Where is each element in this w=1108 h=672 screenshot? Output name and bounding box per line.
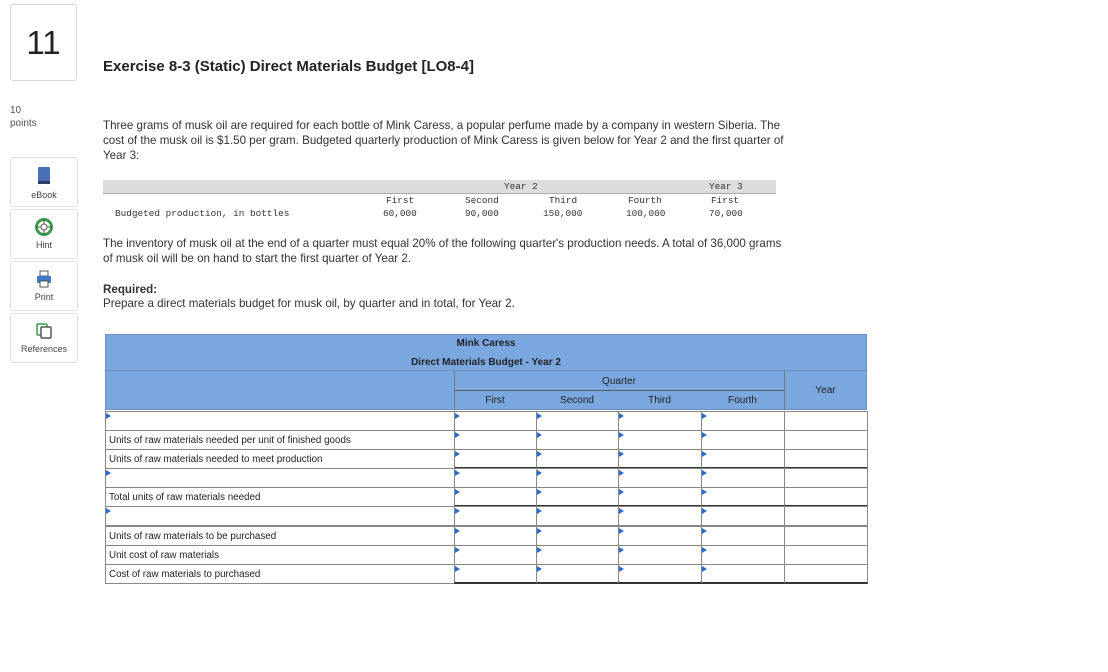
input-marker-icon xyxy=(702,508,707,514)
quarter-input[interactable] xyxy=(618,411,702,431)
input-marker-icon xyxy=(619,451,624,457)
quarter-input[interactable] xyxy=(536,487,619,507)
quarter-underline xyxy=(454,390,784,391)
quarter-input[interactable] xyxy=(701,564,785,584)
row-label: Units of raw materials to be purchased xyxy=(109,531,277,542)
quarter-input[interactable] xyxy=(454,506,537,526)
input-marker-icon xyxy=(537,566,542,572)
quarter-input[interactable] xyxy=(701,526,785,546)
production-row-label: Budgeted production, in bottles xyxy=(115,208,290,219)
row-label-input[interactable] xyxy=(105,411,455,431)
row-label-input[interactable] xyxy=(105,468,455,488)
production-value: 150,000 xyxy=(543,208,583,219)
intro-line: Year 3: xyxy=(103,149,140,162)
year-total-input[interactable] xyxy=(784,506,868,526)
quarter-input[interactable] xyxy=(618,506,702,526)
row-label-cell xyxy=(105,526,455,546)
quarter-input[interactable] xyxy=(618,545,702,565)
production-col-label: Second xyxy=(465,195,499,206)
quarter-input[interactable] xyxy=(618,449,702,469)
intro-line: cost of the musk oil is $1.50 per gram. Budgeted quarterly production of Mink Caress is given below for Year 2 and the first quarter of xyxy=(103,134,784,147)
production-col-label: Third xyxy=(549,195,578,206)
quarter-input[interactable] xyxy=(618,468,702,488)
year3-label: Year 3 xyxy=(709,181,743,192)
required-section xyxy=(103,283,515,311)
input-marker-icon xyxy=(619,566,624,572)
quarter-input[interactable] xyxy=(701,545,785,565)
quarter-input[interactable] xyxy=(536,468,619,488)
input-marker-icon xyxy=(537,470,542,476)
lifebuoy-icon xyxy=(35,218,53,236)
row-label: Unit cost of raw materials xyxy=(109,550,219,561)
inventory-line: The inventory of musk oil at the end of a quarter must equal 20% of the following quarter's production needs. A total of 36,000 grams xyxy=(103,237,782,250)
input-marker-icon xyxy=(106,413,111,419)
quarter-input[interactable] xyxy=(701,468,785,488)
input-marker-icon xyxy=(455,489,460,495)
year-total-input[interactable] xyxy=(784,564,868,584)
budget-title: Direct Materials Budget - Year 2 xyxy=(411,357,561,368)
quarter-input[interactable] xyxy=(454,526,537,546)
production-col-label: Fourth xyxy=(628,195,662,206)
quarter-input[interactable] xyxy=(536,430,619,450)
input-marker-icon xyxy=(619,508,624,514)
question-number: 11 xyxy=(10,4,77,81)
print-button[interactable] xyxy=(10,261,78,311)
inventory-paragraph xyxy=(103,236,781,266)
quarter-input[interactable] xyxy=(701,487,785,507)
quarter-input[interactable] xyxy=(701,506,785,526)
input-marker-icon xyxy=(619,432,624,438)
quarter-input[interactable] xyxy=(701,449,785,469)
input-marker-icon xyxy=(455,566,460,572)
input-marker-icon xyxy=(619,413,624,419)
year-total-input[interactable] xyxy=(784,468,868,488)
quarter-input[interactable] xyxy=(454,487,537,507)
required-text: Prepare a direct materials budget for musk oil, by quarter and in total, for Year 2. xyxy=(103,297,515,310)
production-value: 90,000 xyxy=(465,208,499,219)
input-marker-icon xyxy=(455,470,460,476)
inventory-line: of musk oil will be on hand to start the first quarter of Year 2. xyxy=(103,252,412,265)
input-marker-icon xyxy=(537,508,542,514)
book-icon xyxy=(36,166,52,186)
row-label: Cost of raw materials to purchased xyxy=(109,569,261,580)
input-marker-icon xyxy=(106,470,111,476)
input-marker-icon xyxy=(619,489,624,495)
row-label-input[interactable] xyxy=(105,506,455,526)
row-label: Total units of raw materials needed xyxy=(109,492,261,503)
budget-table xyxy=(105,334,867,583)
input-marker-icon xyxy=(537,432,542,438)
input-marker-icon xyxy=(455,508,460,514)
input-marker-icon xyxy=(619,528,624,534)
input-marker-icon xyxy=(455,547,460,553)
quarter-input[interactable] xyxy=(454,545,537,565)
row-label-cell xyxy=(105,449,455,469)
quarter-label: Quarter xyxy=(602,376,636,387)
quarter-input[interactable] xyxy=(618,430,702,450)
input-marker-icon xyxy=(537,489,542,495)
input-marker-icon xyxy=(702,528,707,534)
year-total-input[interactable] xyxy=(784,449,868,469)
quarter-input[interactable] xyxy=(618,526,702,546)
input-marker-icon xyxy=(702,451,707,457)
production-divider xyxy=(103,193,776,194)
input-marker-icon xyxy=(455,451,460,457)
quarter-input[interactable] xyxy=(701,430,785,450)
required-heading: Required: xyxy=(103,283,158,296)
hint-button[interactable] xyxy=(10,209,78,259)
input-marker-icon xyxy=(619,547,624,553)
production-header-band xyxy=(103,180,776,193)
row-label-cell xyxy=(105,430,455,450)
row-label-cell xyxy=(105,545,455,565)
production-col-label: First xyxy=(386,195,415,206)
input-marker-icon xyxy=(619,470,624,476)
hint-label: Hint xyxy=(35,240,52,250)
production-value: 60,000 xyxy=(383,208,417,219)
production-value: 100,000 xyxy=(626,208,666,219)
ebook-label: eBook xyxy=(31,190,57,200)
quarter-fourth: Fourth xyxy=(728,395,757,406)
budget-company: Mink Caress xyxy=(456,338,516,349)
references-label: References xyxy=(20,344,68,354)
points-indicator xyxy=(10,104,37,130)
row-label-cell xyxy=(105,487,455,507)
input-marker-icon xyxy=(537,451,542,457)
production-table xyxy=(103,180,776,221)
references-button[interactable] xyxy=(10,313,78,363)
input-marker-icon xyxy=(455,432,460,438)
quarter-input[interactable] xyxy=(536,449,619,469)
quarter-input[interactable] xyxy=(454,468,537,488)
input-marker-icon xyxy=(702,470,707,476)
points-value: 10 xyxy=(10,105,22,116)
printer-icon xyxy=(35,270,53,288)
points-label: points xyxy=(10,118,37,129)
intro-paragraph xyxy=(103,118,784,163)
quarter-input[interactable] xyxy=(536,526,619,546)
quarter-input[interactable] xyxy=(618,487,702,507)
year-total-input[interactable] xyxy=(784,526,868,546)
production-value: 70,000 xyxy=(709,208,743,219)
quarter-input[interactable] xyxy=(536,564,619,584)
exercise-title: Exercise 8-3 (Static) Direct Materials Budget [LO8-4] xyxy=(103,58,474,75)
input-marker-icon xyxy=(106,508,111,514)
input-marker-icon xyxy=(455,528,460,534)
year-total-input[interactable] xyxy=(784,411,868,431)
quarter-input[interactable] xyxy=(536,545,619,565)
year-total-input[interactable] xyxy=(784,430,868,450)
quarter-input[interactable] xyxy=(536,506,619,526)
production-col-label: First xyxy=(711,195,740,206)
quarter-third: Third xyxy=(648,395,671,406)
quarter-input[interactable] xyxy=(454,430,537,450)
quarter-input[interactable] xyxy=(701,411,785,431)
copy-icon xyxy=(35,322,53,340)
input-marker-icon xyxy=(537,547,542,553)
row-label: Units of raw materials needed to meet production xyxy=(109,454,323,465)
input-marker-icon xyxy=(702,413,707,419)
ebook-button[interactable] xyxy=(10,157,78,207)
intro-line: Three grams of musk oil are required for each bottle of Mink Caress, a popular perfume made by a company in western Siberia. The xyxy=(103,119,781,132)
year-label: Year xyxy=(815,385,836,396)
quarter-second: Second xyxy=(560,395,594,406)
quarter-input[interactable] xyxy=(454,564,537,584)
input-marker-icon xyxy=(702,566,707,572)
input-marker-icon xyxy=(537,528,542,534)
row-label-cell xyxy=(105,564,455,584)
quarter-input[interactable] xyxy=(454,411,537,431)
input-marker-icon xyxy=(702,489,707,495)
row-label: Units of raw materials needed per unit of finished goods xyxy=(109,435,351,446)
quarter-input[interactable] xyxy=(618,564,702,584)
input-marker-icon xyxy=(702,432,707,438)
input-marker-icon xyxy=(537,413,542,419)
quarter-input[interactable] xyxy=(536,411,619,431)
year-total-input[interactable] xyxy=(784,545,868,565)
print-label: Print xyxy=(34,292,54,302)
quarter-input[interactable] xyxy=(454,449,537,469)
input-marker-icon xyxy=(455,413,460,419)
year-total-input[interactable] xyxy=(784,487,868,507)
input-marker-icon xyxy=(702,547,707,553)
year2-label: Year 2 xyxy=(504,181,538,192)
quarter-first: First xyxy=(485,395,505,406)
